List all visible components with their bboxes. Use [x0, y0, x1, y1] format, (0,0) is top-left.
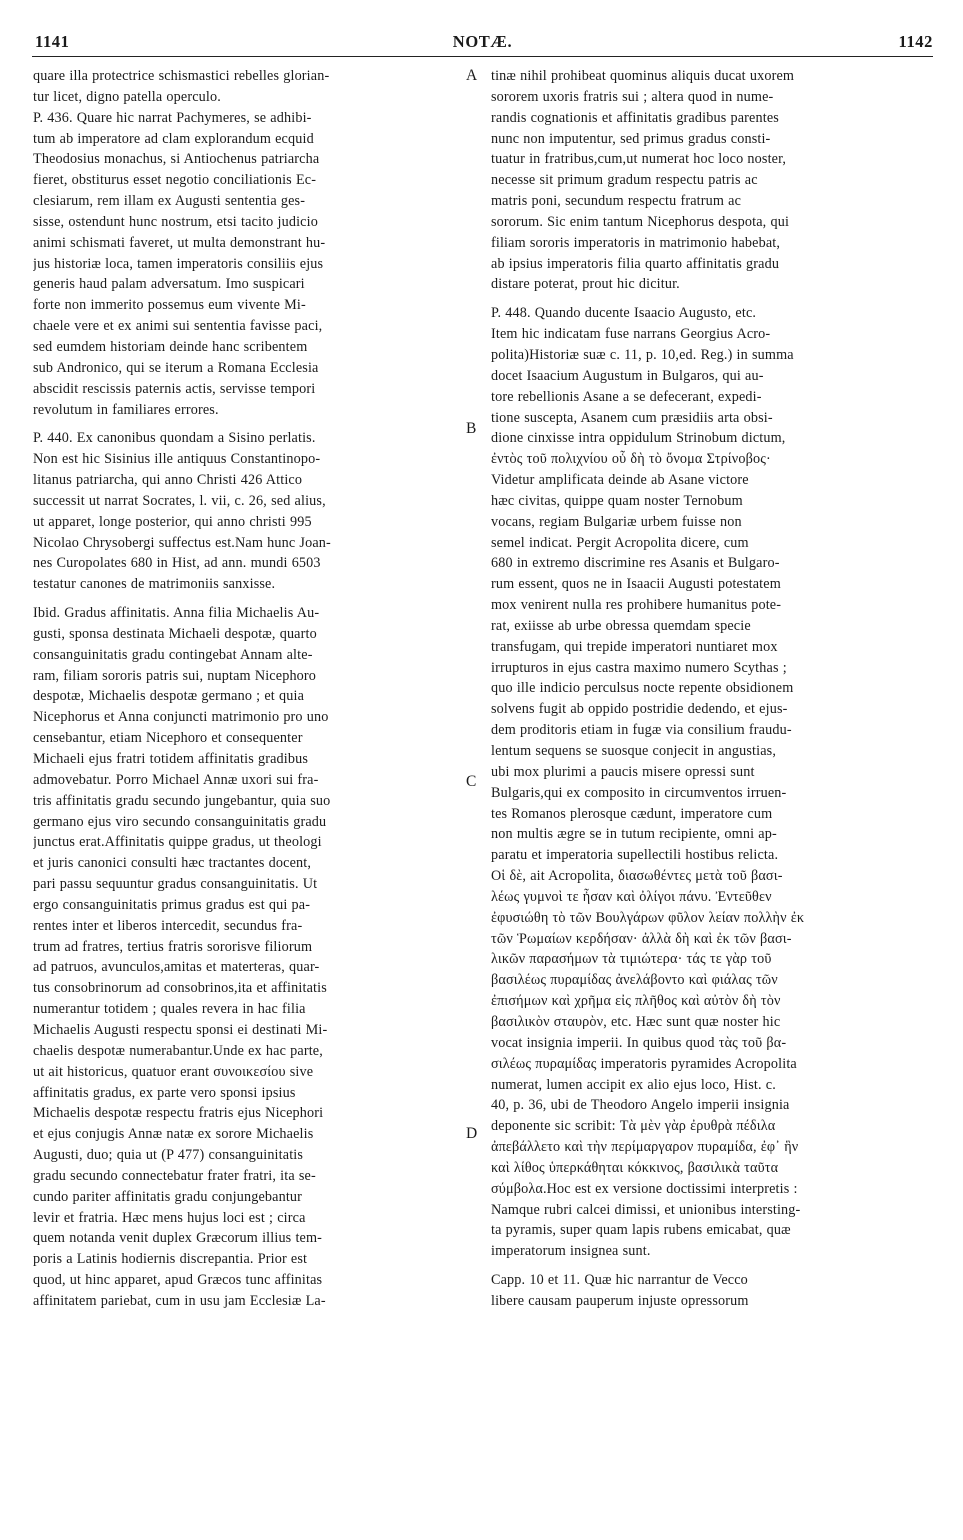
text-line: filiam sororis imperatoris in matrimonio habebat, [491, 234, 781, 251]
text-line: tione suscepta, Asanem cum præsidiis arta obsi- [491, 409, 773, 426]
text-line: censebantur, etiam Nicephoro et consequenter [33, 730, 303, 747]
text-line: Michaelis Augusti respectu sponsi ei destinati Mi- [33, 1021, 328, 1038]
text-line: ἐπισήμων καὶ χρῆμα εἰς πλῆθος καὶ αὐτὸν δὴ τὸν [491, 993, 781, 1010]
text-line: tris affinitatis gradu secundo jungebantur, quia suo [33, 792, 331, 809]
paragraph-gap [33, 595, 465, 603]
text-line: affinitatis gradus, ex parte vero sponsi ipsius [33, 1084, 296, 1101]
text-line: forte non immerito possemus eum vivente Mi- [33, 297, 306, 314]
text-line: ad patruos, avunculos,amitas et materteras, quar- [33, 959, 320, 976]
text-line: ab ipsius imperatoris filia quarto affinitatis gradu [491, 255, 780, 272]
text-line: tinæ nihil prohibeat quominus aliquis ducat uxorem [491, 68, 795, 84]
text-line: matris poni, secundum respectu fratrum ac [491, 193, 742, 210]
section-marker-b: B [466, 420, 477, 437]
text-line: Namque rubri calcei dimissi, et unionibus intersting- [491, 1201, 801, 1218]
text-line: numerat, lumen accipit ex alio ejus loco, Hist. c. [491, 1076, 776, 1093]
text-line: sisse, ostendunt hunc nostrum, etsi tacito judicio [33, 213, 318, 230]
text-line: gusti, sponsa destinata Michaeli despotæ, quarto [33, 625, 317, 642]
text-line: solvens fugit ab oppido postridie dedendo, et ejus- [491, 701, 788, 718]
text-line: 40, p. 36, ubi de Theodoro Angelo imperii insignia [491, 1097, 790, 1114]
text-line: consanguinitatis gradu contingebat Annam alte- [33, 646, 313, 663]
text-line: docet Isaacium Augustum in Bulgaros, qui au- [491, 367, 764, 384]
text-line: ἐντὸς τοῦ πολιχνίου οὗ δὴ τὸ ὄνομα Στρίνοβος· [491, 451, 771, 468]
text-line: Michaeli ejus fratri totidem affinitatis gradibus [33, 751, 309, 767]
text-line: quem notanda venit duplex Græcorum illius tem- [33, 1230, 323, 1247]
text-line: Augusti, duo; quia ut (P 477) consanguinitatis [33, 1147, 304, 1164]
text-line: tus consobrinorum ad consobrinos,ita et affinitatis [33, 980, 327, 997]
text-line: levir et fratria. Hæc mens hujus loci est ; circa [33, 1209, 306, 1226]
running-header [32, 30, 933, 57]
text-line: hæc civitas, quippe quam noster Ternobum [491, 492, 743, 509]
text-line: ram, filiam sororis patris sui, nuptam Nicephoro [33, 667, 317, 684]
text-line: P. 436. Quare hic narrat Pachymeres, se adhibi- [33, 109, 312, 126]
text-line: σιλέως πυραμίδας imperatoris pyramides Acropolita [491, 1055, 797, 1072]
text-line: σύμβολα.Hoc est ex versione doctissimi interpretis : [491, 1180, 798, 1197]
text-line: et ejus conjugis Annæ natæ ex sorore Michaelis [33, 1126, 314, 1143]
text-line: chaelis despotæ numerabantur.Unde ex hac parte, [33, 1042, 323, 1059]
text-line: ἀπεβάλλετο καὶ τὴν περίμαργαρον πυραμίδα, ἐφ᾽ ἣν [491, 1139, 799, 1156]
text-line: ut ait historicus, quatuor erant συνοικεσίου sive [33, 1063, 314, 1080]
text-line: litanus patriarcha, qui anno Christi 426 Attico [33, 472, 303, 489]
text-line: germano ejus viro secundo consanguinitatis gradu [33, 813, 327, 830]
page-number-left: 1141 [35, 32, 70, 51]
text-line: deponente sic scribit: Τὰ μὲν γὰρ ἐρυθρὰ πέδιλα [491, 1118, 776, 1135]
text-line: τῶν Ῥωμαίων κερδήσαν· ἀλλὰ δὴ καὶ ἐκ τῶν βασι- [491, 930, 792, 947]
text-line: irrupturos in ejus castra maximo numero Scythas ; [491, 659, 787, 676]
text-line: P. 440. Ex canonibus quondam a Sisino perlatis. [33, 430, 316, 447]
text-line: trum ad fratres, tertius fratris sororisve filiorum [33, 938, 313, 955]
right-text-column [491, 66, 933, 1312]
text-line: tes Romanos plerosque cædunt, imperatore cum [491, 805, 773, 822]
text-line: pari passu sequuntur gradus consanguinitatis. Ut [33, 876, 318, 893]
text-line: despotæ, Michaelis despotæ germano ; et quia [33, 688, 305, 705]
text-line: distare poterat, prout hic dicitur. [491, 276, 680, 293]
text-line: testatur canones de matrimoniis sanxisse. [33, 576, 276, 593]
text-line: Capp. 10 et 11. Quæ hic narrantur de Vecco [491, 1272, 748, 1289]
text-line: 680 in extremo discrimine res Asanis et Bulgaro- [491, 555, 780, 572]
text-line: rum essent, quos ne in Isaacii Augusti potestatem [491, 576, 781, 593]
text-line: Ibid. Gradus affinitatis. Anna filia Michaelis Au- [33, 605, 320, 622]
text-line: nes Curopolates 680 in Hist, ad ann. mundi 6503 [33, 555, 321, 572]
text-line: revolutum in familiares errores. [33, 401, 219, 418]
text-line: sororum. Sic enim tantum Nicephorus despota, qui [491, 213, 790, 230]
text-line: Nicolao Chrysobergi suffectus est.Nam hunc Joan- [33, 534, 331, 551]
text-line: semel indicat. Pergit Acropolita dicere, cum [491, 534, 749, 551]
text-line: cundo pariter affinitatis gradu conjungebantur [33, 1188, 303, 1205]
text-line: libere causam pauperum injuste opressorum [491, 1292, 749, 1309]
text-line: nunc non imputentur, sed primus gradus consti- [491, 130, 771, 147]
text-line: transfugam, qui trepide imperatori nuntiaret mox [491, 638, 778, 655]
text-line: quare illa protectrice schismastici rebelles glorian- [33, 68, 330, 84]
text-line: dem proditoris etiam in fugæ via consilium fraudu- [491, 722, 792, 739]
text-line: tore rebellionis Asane a se defecerant, expedi- [491, 388, 762, 405]
text-line: Videtur amplificata deinde ab Asane victore [491, 472, 749, 489]
text-line: sed eumdem historiam deinde hanc scribentem [33, 338, 308, 355]
text-line: vocans, regiam Bulgariæ urbem fuisse non [491, 513, 742, 530]
section-marker-d: D [466, 1125, 478, 1142]
text-line: gradu secundo connectebatur frater fratri, ita se- [33, 1167, 316, 1184]
text-line: Οἱ δὲ, ait Acropolita, διασωθέντες μετὰ τοῦ βασι- [491, 868, 783, 885]
text-line: Bulgaris,qui ex composito in circumventos irruen- [491, 784, 787, 801]
text-line: rentes inter et liberos intercedit, secundus fra- [33, 917, 303, 934]
paragraph-gap [491, 295, 933, 303]
left-text-column [33, 66, 465, 1312]
text-line: sub Andronico, qui se iterum a Romana Ecclesia [33, 359, 319, 376]
text-line: tur licet, digno patella operculo. [33, 88, 221, 105]
text-line: βασιλικὸν σταυρὸν, etc. Hæc sunt quæ noster hic [491, 1013, 781, 1030]
text-line: Item hic indicatam fuse narrans Georgius Acro- [491, 326, 771, 343]
text-line: non multis ægre se in tutum recipiente, omni ap- [491, 826, 777, 843]
text-line: ut apparet, longe posterior, qui anno christi 995 [33, 513, 312, 530]
text-line: paratu et imperatoria supellectili hostibus relicta. [491, 847, 779, 864]
text-line: fieret, obstiturus esset negotio conciliationis Ec- [33, 172, 317, 189]
text-line: affinitatem pariebat, cum in usu jam Ecclesiæ La- [33, 1292, 326, 1309]
text-line: vocat insignia imperii. In quibus quod τὰς τοῦ βα- [491, 1034, 787, 1051]
text-line: Michaelis despotæ respectu fratris ejus Nicephori [33, 1105, 324, 1122]
running-title: NOTÆ. [452, 32, 513, 51]
text-line: randis cognationis et affinitatis gradibus parentes [491, 109, 779, 126]
text-line: poris a Latinis hodiernis discrepantia. Prior est [33, 1251, 308, 1268]
text-line: tum ab imperatore ad clam explorandum ecquid [33, 130, 314, 147]
text-line: imperatorum insignea sunt. [491, 1243, 651, 1260]
text-line: ἐφυσιώθη τὸ τῶν Βουλγάρων φῦλον λείαν πολλὴν ἐκ [491, 909, 805, 926]
text-line: λικῶν παρασήμων τὰ τιμιώτερα· τάς τε γὰρ τοῦ [491, 951, 772, 968]
text-line: junctus erat.Affinitatis quippe gradus, ut theologi [33, 834, 322, 851]
text-line: numerantur totidem ; quales revera in hac filia [33, 1001, 306, 1018]
paragraph-gap [33, 420, 465, 428]
text-line: lentum sequens se suosque conjecit in angustias, [491, 743, 777, 759]
text-line: chaele vere et ex animi sui sententia favisse paci, [33, 318, 323, 335]
text-line: quo ille indicio perculsus nocte repente obsidionem [491, 680, 794, 697]
text-line: rat, exiisse ab urbe obressa quemdam specie [491, 617, 751, 634]
text-line: P. 448. Quando ducente Isaacio Augusto, etc. [491, 305, 757, 322]
text-line: polita)Historiæ suæ c. 11, p. 10,ed. Reg.) in summa [491, 346, 794, 363]
text-line: abscidit rescissis paternis actis, servisse tempori [33, 380, 316, 397]
text-line: mox venirent nulla res prohibere humanitus pote- [491, 597, 782, 614]
text-line: ubi mox plurimi a paucis misere opressi sunt [491, 763, 755, 780]
text-line: jus historiæ loca, tamen imperatoris consiliis ejus [33, 255, 324, 272]
text-line: Theodosius monachus, si Antiochenus patriarcha [33, 151, 320, 168]
text-line: necesse sit primum gradum respectu patris ac [491, 172, 758, 189]
page-number-right: 1142 [898, 32, 933, 51]
section-marker-c: C [466, 773, 477, 790]
text-line: animi schismati faveret, ut multa demonstrant hu- [33, 234, 326, 251]
text-line: ta pyramis, super quam lapis rubens emicabat, quæ [491, 1222, 791, 1239]
text-line: λέως γυμνοὶ τε ἦσαν καὶ ὀλίγοι πάνυ. Ἐντεῦθεν [491, 888, 772, 905]
text-line: βασιλέως πυραμίδας ἀνελάβοντο καὶ φιάλας τῶν [491, 972, 778, 989]
text-line: clesiarum, rem illam ex Augusti sententia ges- [33, 193, 306, 210]
text-line: Non est hic Sisinius ille antiquus Constantinopo- [33, 451, 321, 468]
text-line: successit ut narrat Socrates, l. vii, c. 26, sed alius, [33, 492, 326, 509]
text-line: quod, ut hinc apparet, apud Græcos tunc affinitas [33, 1272, 323, 1289]
text-line: tuatur in fratribus,cum,ut numerat hoc loco noster, [491, 151, 787, 168]
text-line: admovebatur. Porro Michael Annæ uxori sui fra- [33, 771, 319, 788]
paragraph-gap [491, 1262, 933, 1270]
text-line: καὶ λίθος ὑπερκάθηται κόκκινος, βασιλικὰ ταῦτα [491, 1159, 779, 1176]
text-line: sororem uxoris fratris sui ; altera quod in nume- [491, 88, 774, 105]
text-line: ergo consanguinitatis primus gradus est qui pa- [33, 896, 311, 913]
text-line: Nicephorus et Anna conjuncti matrimonio pro uno [33, 709, 329, 726]
text-line: dione cinxisse intra oppidulum Strinobum dictum, [491, 430, 786, 447]
text-line: generis haud palam adversatum. Imo suspicari [33, 276, 305, 293]
section-marker-a: A [466, 67, 478, 84]
text-line: et juris canonici consulti hæc tractantes docent, [33, 855, 312, 872]
